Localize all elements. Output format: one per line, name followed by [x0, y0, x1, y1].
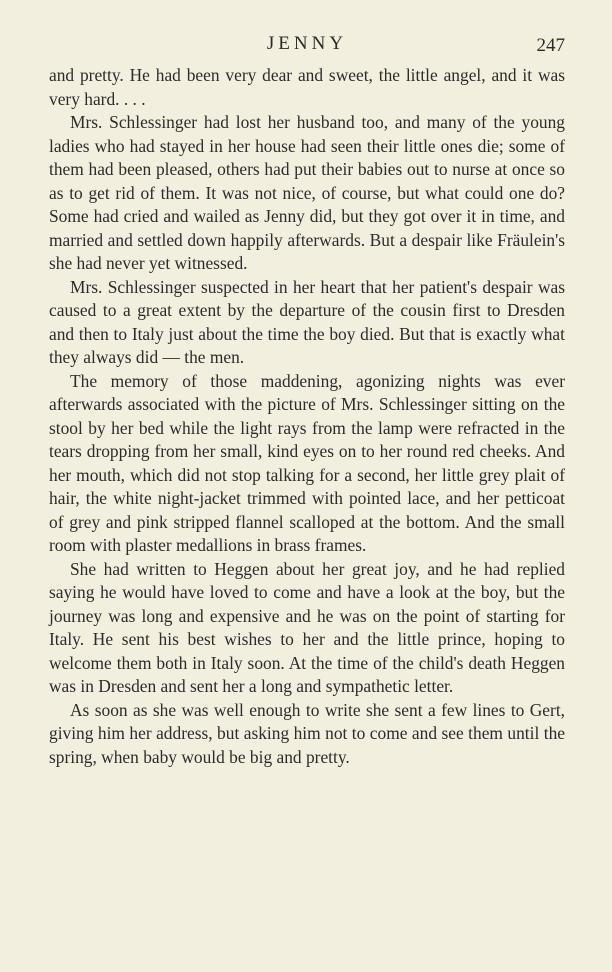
body-text — [49, 64, 565, 769]
running-head — [49, 33, 565, 57]
paragraph: As soon as she was well enough to write she sent a few lines to Gert, giving him her address, but asking him not to come and see them until the spring, when baby would be big and pretty. — [49, 699, 565, 767]
page-number: 247 — [536, 35, 565, 56]
paragraph: Mrs. Schlessinger suspected in her heart that her patient's despair was caused to a great extent by the departure of the cousin first to Dresden and then to Italy just about the time the boy died. But that is exactly what they always did — the men. — [49, 276, 565, 367]
paragraph-continued: and pretty. He had been very dear and sweet, the little angel, and it was very hard. . . . — [49, 65, 565, 109]
paragraph: She had written to Heggen about her great joy, and he had replied saying he would have loved to come and have a look at the boy, but the journey was long and expensive and he was on the point of starting for Italy. He sent his best wishes to her and the little prince, hoping to welcome them both in Italy soon. At the time of the child's death Heggen was in Dresden and sent her a long and sympathetic letter. — [49, 558, 565, 696]
paragraph: Mrs. Schlessinger had lost her husband too, and many of the young ladies who had stayed in her house had seen their little ones die; some of them had been pleased, others had put their babies out to nurse at once so as to get rid of them. It was not nice, of course, but what could one do? Some had cried and wailed as Jenny did, but they got over it in time, and married and settled down happily afterwards. But a despair like Fräulein's she had never yet witnessed. — [49, 112, 565, 273]
running-title: JENNY — [266, 33, 348, 54]
paragraph: The memory of those maddening, agonizing nights was ever afterwards associated with the picture of Mrs. Schlessinger sitting on the stool by her bed while the light rays from the lamp were refracted in the tears dropping from her small, kind eyes on to her round red cheeks. And her mouth, which did not stop talking for a second, her little grey plait of hair, the white night-jacket trimmed with pointed lace, and her petticoat of grey and pink stripped flannel scalloped at the bottom. And the small room with plaster medallions in brass frames. — [49, 370, 565, 555]
